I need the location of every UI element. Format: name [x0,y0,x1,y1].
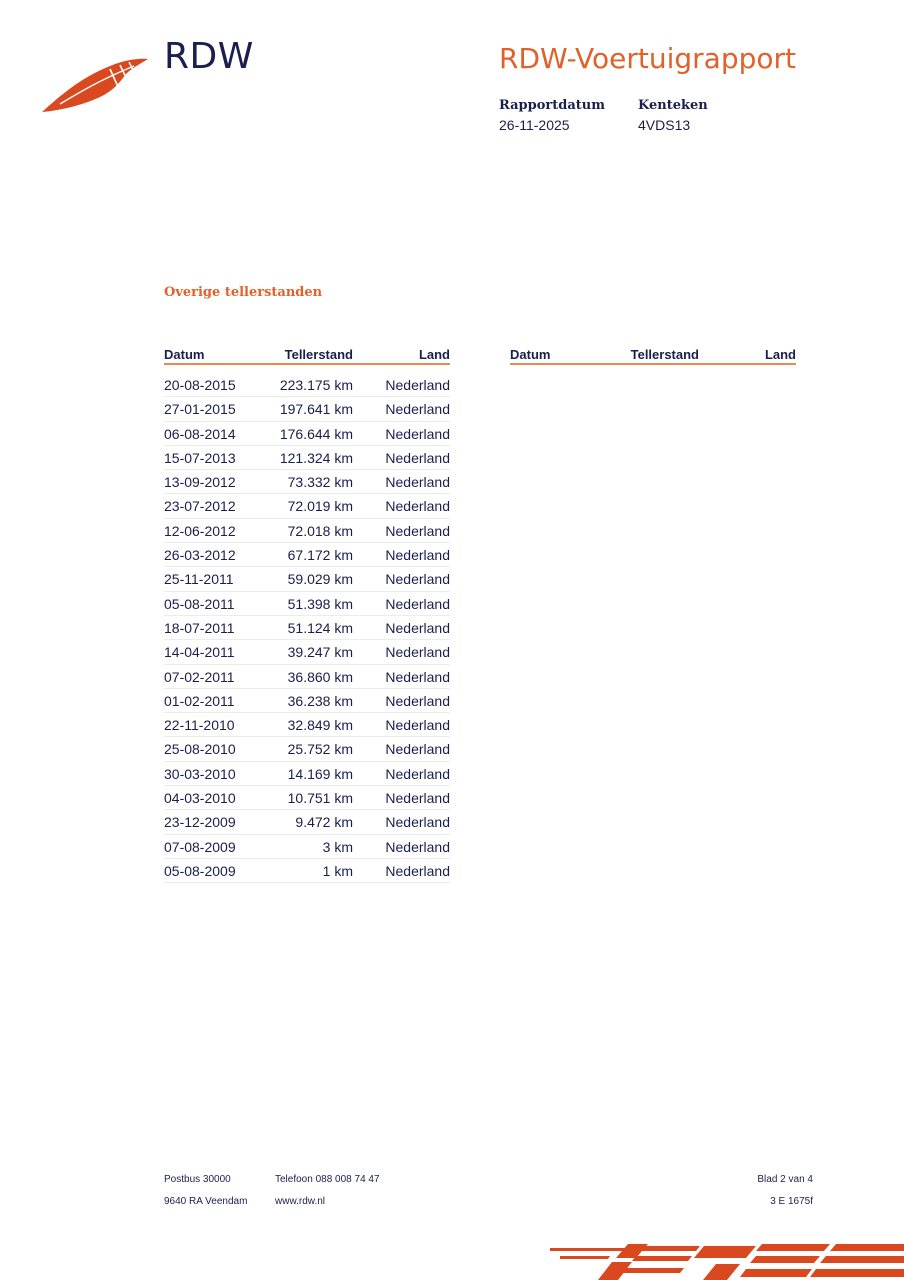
cell-land: Nederland [385,595,450,612]
footer-address-line1: Postbus 30000 [164,1174,231,1185]
cell-land: Nederland [385,692,450,709]
cell-tellerstand: 223.175 km [279,377,353,393]
cell-datum: 20-08-2015 [164,377,236,393]
cell-datum: 14-04-2011 [164,644,235,661]
footer-website-link[interactable]: www.rdw.nl [275,1196,326,1207]
table-row [164,713,450,737]
table-row [164,567,450,591]
cell-land: Nederland [385,425,450,442]
table-header [164,346,450,365]
rdw-feather-logo-icon [40,56,150,114]
table-row [164,689,450,713]
table-row [164,592,450,616]
cell-datum: 23-07-2012 [164,498,236,515]
cell-tellerstand: 36.238 km [287,692,353,709]
cell-tellerstand: 32.849 km [287,717,353,734]
cell-land: Nederland [385,571,450,588]
plate-label: Kenteken [638,98,708,113]
cell-tellerstand: 36.860 km [287,668,353,685]
cell-tellerstand: 25.752 km [287,741,353,758]
odometer-table-left [164,346,450,883]
column-header-land: Land [764,347,796,362]
cell-datum: 05-08-2009 [164,862,236,879]
table-row [164,835,450,859]
cell-land: Nederland [385,838,450,855]
table-row [164,519,450,543]
cell-datum: 27-01-2015 [164,401,236,418]
footer-page-number: Blad 2 van 4 [757,1174,813,1185]
plate-value: 4VDS13 [638,117,691,133]
cell-tellerstand: 73.332 km [287,474,353,491]
table-row [164,665,450,689]
cell-land: Nederland [385,862,450,879]
cell-land: Nederland [385,474,450,491]
section-title: Overige tellerstanden [164,285,323,300]
table-row [164,397,450,421]
table-row [164,543,450,567]
table-row [164,786,450,810]
cell-datum: 23-12-2009 [164,814,236,831]
column-header-land: Land [418,347,450,362]
odometer-table-right [510,346,796,365]
cell-datum: 25-08-2010 [164,741,236,758]
cell-land: Nederland [385,790,450,807]
table-row [164,640,450,664]
table-row [164,422,450,446]
table-row [164,494,450,518]
cell-datum: 18-07-2011 [164,619,235,636]
cell-datum: 15-07-2013 [164,449,236,466]
cell-tellerstand: 51.124 km [287,619,353,636]
cell-tellerstand: 9.472 km [295,814,353,831]
cell-land: Nederland [385,498,450,515]
report-title: RDW-Voertuigrapport [499,42,796,75]
report-date-block [499,98,605,133]
cell-tellerstand: 197.641 km [279,401,353,418]
cell-land: Nederland [385,449,450,466]
table-row [164,762,450,786]
footer-document-code: 3 E 1675f [770,1196,813,1207]
footer-phone: Telefoon 088 008 74 47 [275,1174,380,1185]
report-date-label: Rapportdatum [499,98,605,113]
cell-tellerstand: 59.029 km [287,571,353,588]
column-header-tellerstand: Tellerstand [630,347,699,362]
column-header-datum: Datum [510,347,551,362]
cell-datum: 07-02-2011 [164,668,235,685]
cell-land: Nederland [385,765,450,782]
cell-land: Nederland [385,668,450,685]
table-row [164,859,450,883]
cell-tellerstand: 72.018 km [287,522,353,539]
cell-tellerstand: 39.247 km [287,644,353,661]
cell-land: Nederland [385,644,450,661]
cell-datum: 06-08-2014 [164,425,236,442]
table-header [510,346,796,365]
cell-tellerstand: 72.019 km [287,498,353,515]
cell-land: Nederland [385,401,450,418]
cell-land: Nederland [385,741,450,758]
cell-land: Nederland [385,377,450,393]
cell-tellerstand: 14.169 km [287,765,353,782]
table-row [164,737,450,761]
cell-datum: 26-03-2012 [164,547,236,564]
cell-land: Nederland [385,522,450,539]
table-row [164,446,450,470]
cell-tellerstand: 121.324 km [279,449,353,466]
cell-land: Nederland [385,814,450,831]
cell-datum: 25-11-2011 [164,571,234,588]
cell-tellerstand: 3 km [322,838,353,855]
cell-datum: 01-02-2011 [164,692,235,709]
cell-datum: 13-09-2012 [164,474,236,491]
cell-tellerstand: 10.751 km [287,790,353,807]
cell-tellerstand: 176.644 km [279,425,353,442]
cell-tellerstand: 1 km [322,862,353,879]
column-header-tellerstand: Tellerstand [284,347,353,362]
cell-land: Nederland [385,547,450,564]
plate-block [638,98,708,133]
table-row [164,810,450,834]
table-body [164,373,450,883]
table-row [164,616,450,640]
cell-datum: 22-11-2010 [164,717,235,734]
column-header-datum: Datum [164,347,205,362]
cell-datum: 12-06-2012 [164,522,236,539]
cell-land: Nederland [385,717,450,734]
cell-tellerstand: 67.172 km [287,547,353,564]
rdw-stripes-graphic [520,1242,904,1280]
cell-datum: 07-08-2009 [164,838,236,855]
cell-datum: 30-03-2010 [164,765,236,782]
table-row [164,470,450,494]
logo-text: RDW [164,36,254,77]
footer-address-line2: 9640 RA Veendam [164,1196,248,1207]
cell-datum: 04-03-2010 [164,790,236,807]
cell-tellerstand: 51.398 km [287,595,353,612]
report-date-value: 26-11-2025 [499,117,570,133]
table-row [164,373,450,397]
cell-land: Nederland [385,619,450,636]
cell-datum: 05-08-2011 [164,595,235,612]
